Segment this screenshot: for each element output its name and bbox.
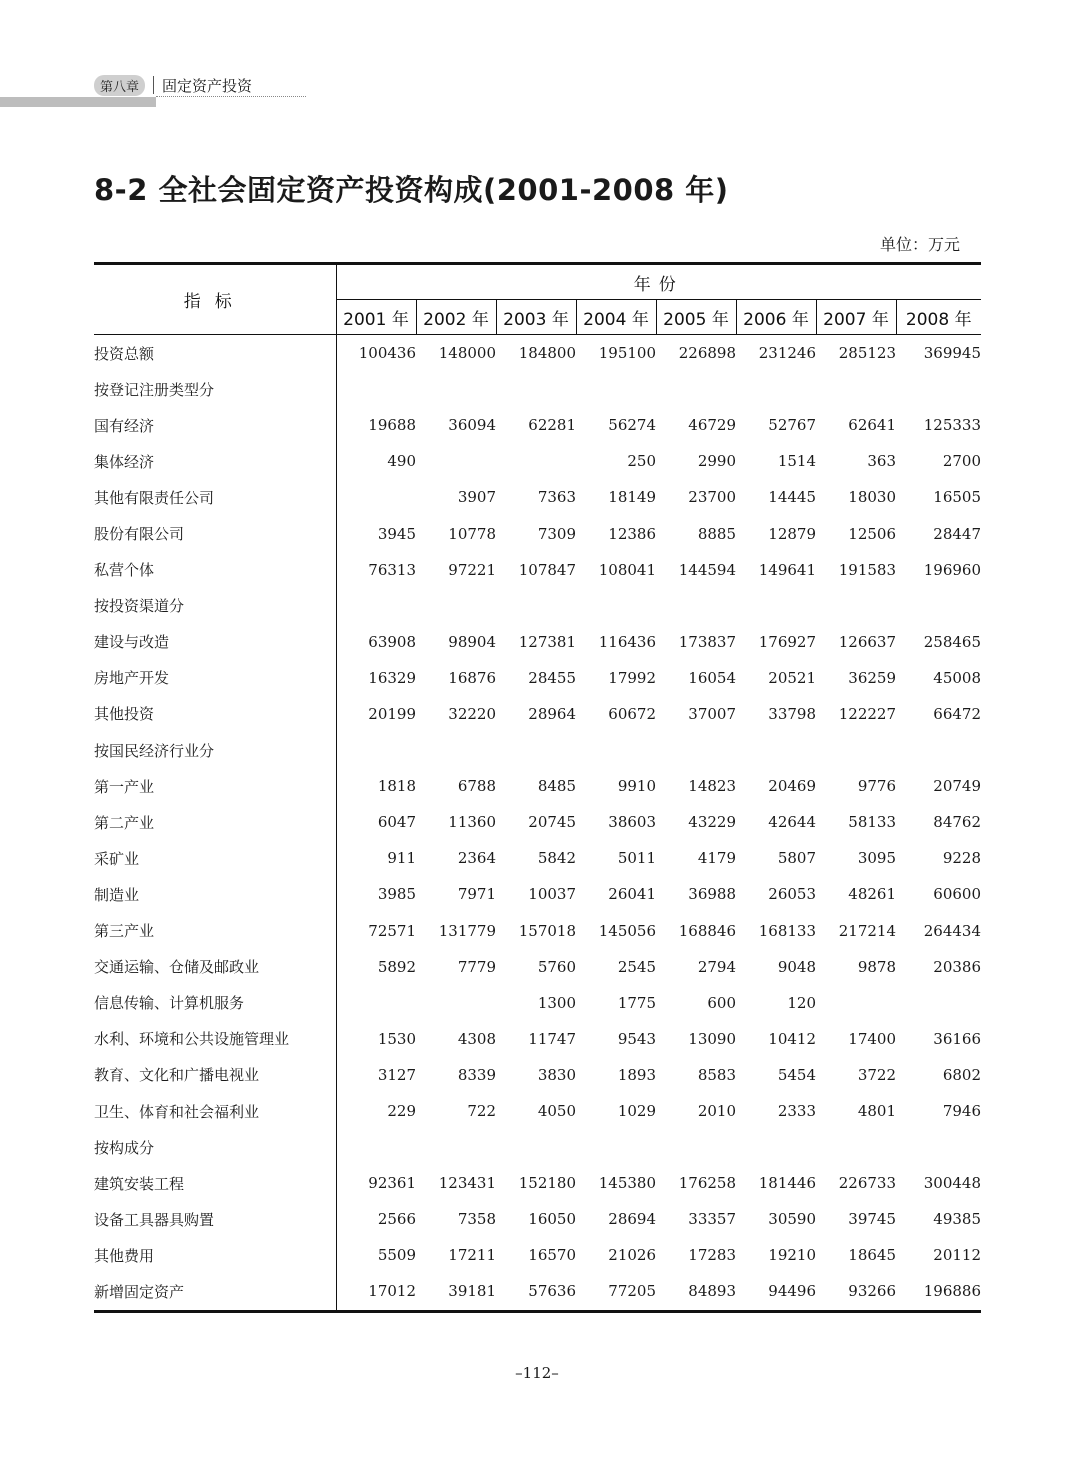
- value-cell: 4308: [457, 1029, 496, 1048]
- value-cell: 16876: [448, 668, 496, 687]
- value-cell: 1818: [377, 777, 416, 796]
- value-cell: 300448: [923, 1174, 981, 1193]
- value-cell: 4050: [537, 1102, 576, 1121]
- value-cell: 17012: [336, 1273, 416, 1311]
- table-row: [94, 335, 981, 372]
- value-cell: 116436: [598, 632, 656, 651]
- row-label: 其他投资: [94, 696, 336, 732]
- value-cell: 49385: [933, 1210, 981, 1229]
- value-cell: [896, 1129, 981, 1165]
- value-cell: 1893: [617, 1065, 656, 1084]
- year-header: 2005 年: [656, 300, 736, 335]
- year-header: 2006 年: [736, 300, 816, 335]
- value-cell: 157018: [518, 921, 576, 940]
- row-label: 按投资渠道分: [94, 588, 336, 624]
- table-row: [94, 624, 981, 660]
- value-cell: 145056: [598, 921, 656, 940]
- value-cell: 36259: [848, 668, 896, 687]
- value-cell: 196886: [896, 1273, 981, 1311]
- value-cell: [896, 588, 981, 624]
- value-cell: 8885: [697, 524, 736, 543]
- value-cell: 1775: [617, 993, 656, 1012]
- value-cell: 12506: [848, 524, 896, 543]
- value-cell: 231246: [758, 344, 816, 363]
- value-cell: 17992: [608, 668, 656, 687]
- value-cell: 93266: [816, 1273, 896, 1311]
- value-cell: 56274: [608, 416, 656, 435]
- row-label: 建筑安装工程: [94, 1165, 336, 1201]
- value-cell: [416, 732, 496, 768]
- table-row: [94, 588, 981, 624]
- value-cell: 18149: [608, 488, 656, 507]
- value-cell: [336, 1129, 416, 1165]
- value-cell: 18645: [848, 1246, 896, 1265]
- value-cell: 4801: [857, 1102, 896, 1121]
- value-cell: 12879: [768, 524, 816, 543]
- value-cell: 28447: [933, 524, 981, 543]
- value-cell: [576, 588, 656, 624]
- value-cell: 285123: [838, 344, 896, 363]
- table-row: [94, 552, 981, 588]
- value-cell: 100436: [358, 344, 416, 363]
- value-cell: 60672: [608, 704, 656, 723]
- value-cell: 28694: [608, 1210, 656, 1229]
- value-cell: [336, 371, 416, 407]
- year-header: 2008 年: [896, 300, 981, 335]
- value-cell: 43229: [688, 813, 736, 832]
- value-cell: [816, 985, 896, 1021]
- value-cell: 152180: [518, 1174, 576, 1193]
- value-cell: 17211: [448, 1246, 496, 1265]
- table-row: [94, 515, 981, 551]
- value-cell: 9543: [617, 1029, 656, 1048]
- row-label: 建设与改造: [94, 624, 336, 660]
- value-cell: 3985: [377, 885, 416, 904]
- value-cell: 264434: [923, 921, 981, 940]
- row-label: 按构成分: [94, 1129, 336, 1165]
- value-cell: 722: [467, 1102, 496, 1121]
- table-row: [94, 1165, 981, 1201]
- row-label: 私营个体: [94, 552, 336, 588]
- table-row: [94, 371, 981, 407]
- year-header: 2002 年: [416, 300, 496, 335]
- value-cell: 9228: [942, 849, 981, 868]
- table-row: [94, 985, 981, 1021]
- value-cell: 120: [787, 993, 816, 1012]
- value-cell: 8485: [537, 777, 576, 796]
- value-cell: 38603: [608, 813, 656, 832]
- value-cell: [576, 1129, 656, 1165]
- value-cell: 229: [387, 1102, 416, 1121]
- page-title: 8-2 全社会固定资产投资构成(2001-2008 年): [94, 173, 729, 207]
- value-cell: 30590: [768, 1210, 816, 1229]
- table-row: [94, 768, 981, 804]
- page-number: –112–: [515, 1364, 559, 1382]
- value-cell: 94496: [736, 1273, 816, 1311]
- value-cell: 33798: [768, 704, 816, 723]
- table-row: [94, 1201, 981, 1237]
- value-cell: 37007: [688, 704, 736, 723]
- value-cell: 176927: [758, 632, 816, 651]
- row-label: 采矿业: [94, 840, 336, 876]
- row-label: 按登记注册类型分: [94, 371, 336, 407]
- value-cell: 176258: [678, 1174, 736, 1193]
- value-cell: [816, 1129, 896, 1165]
- row-label: 股份有限公司: [94, 515, 336, 551]
- value-cell: 16050: [528, 1210, 576, 1229]
- row-label: 其他费用: [94, 1237, 336, 1273]
- value-cell: 72571: [368, 921, 416, 940]
- value-cell: 33357: [688, 1210, 736, 1229]
- chapter-separator: [153, 76, 154, 94]
- value-cell: 23700: [688, 488, 736, 507]
- table-row: [94, 1237, 981, 1273]
- value-cell: 28964: [528, 704, 576, 723]
- year-header: 2003 年: [496, 300, 576, 335]
- value-cell: 8583: [697, 1065, 736, 1084]
- value-cell: 13090: [688, 1029, 736, 1048]
- table-row: [94, 1129, 981, 1165]
- value-cell: 7363: [537, 488, 576, 507]
- value-cell: [736, 732, 816, 768]
- value-cell: 12386: [608, 524, 656, 543]
- value-cell: [416, 443, 496, 479]
- table-row: [94, 840, 981, 876]
- value-cell: 20749: [933, 777, 981, 796]
- row-label: 卫生、体育和社会福利业: [94, 1093, 336, 1129]
- value-cell: 1514: [777, 452, 816, 471]
- year-header: 2007 年: [816, 300, 896, 335]
- value-cell: 39181: [416, 1273, 496, 1311]
- row-label: 集体经济: [94, 443, 336, 479]
- value-cell: 20112: [933, 1246, 981, 1265]
- value-cell: 20199: [368, 704, 416, 723]
- value-cell: 20521: [768, 668, 816, 687]
- value-cell: [896, 985, 981, 1021]
- row-label: 按国民经济行业分: [94, 732, 336, 768]
- value-cell: 4179: [697, 849, 736, 868]
- row-label: 水利、环境和公共设施管理业: [94, 1021, 336, 1057]
- value-cell: 45008: [933, 668, 981, 687]
- value-cell: [336, 985, 416, 1021]
- value-cell: 217214: [838, 921, 896, 940]
- value-cell: 62281: [528, 416, 576, 435]
- value-cell: 258465: [923, 632, 981, 651]
- value-cell: 36166: [933, 1029, 981, 1048]
- value-cell: 107847: [518, 560, 576, 579]
- table-body: [94, 335, 981, 1312]
- value-cell: 2700: [942, 452, 981, 471]
- row-label: 教育、文化和广播电视业: [94, 1057, 336, 1093]
- value-cell: 911: [387, 849, 416, 868]
- value-cell: 20745: [528, 813, 576, 832]
- value-cell: 28455: [528, 668, 576, 687]
- table-row: [94, 1273, 981, 1311]
- value-cell: 2794: [697, 957, 736, 976]
- value-cell: 490: [387, 452, 416, 471]
- value-cell: 5454: [777, 1065, 816, 1084]
- value-cell: 84762: [933, 813, 981, 832]
- value-cell: 26041: [608, 885, 656, 904]
- value-cell: 19210: [768, 1246, 816, 1265]
- value-cell: 60600: [933, 885, 981, 904]
- value-cell: 5011: [617, 849, 656, 868]
- value-cell: 16570: [528, 1246, 576, 1265]
- value-cell: 11360: [448, 813, 496, 832]
- value-cell: [896, 371, 981, 407]
- value-cell: 52767: [768, 416, 816, 435]
- row-label: 国有经济: [94, 407, 336, 443]
- table-row: [94, 660, 981, 696]
- value-cell: [656, 371, 736, 407]
- value-cell: 14823: [688, 777, 736, 796]
- value-cell: 98904: [448, 632, 496, 651]
- value-cell: [496, 732, 576, 768]
- value-cell: 126637: [838, 632, 896, 651]
- value-cell: [816, 588, 896, 624]
- value-cell: 2990: [697, 452, 736, 471]
- value-cell: [416, 985, 496, 1021]
- table-row: [94, 479, 981, 515]
- value-cell: 63908: [368, 632, 416, 651]
- value-cell: 144594: [678, 560, 736, 579]
- value-cell: 20469: [768, 777, 816, 796]
- value-cell: 168846: [678, 921, 736, 940]
- value-cell: 7946: [942, 1102, 981, 1121]
- value-cell: 2545: [617, 957, 656, 976]
- value-cell: 127381: [518, 632, 576, 651]
- value-cell: 16505: [933, 488, 981, 507]
- value-cell: 173837: [678, 632, 736, 651]
- value-cell: 1530: [377, 1029, 416, 1048]
- row-label: 第三产业: [94, 913, 336, 949]
- value-cell: 84893: [656, 1273, 736, 1311]
- value-cell: 226733: [838, 1174, 896, 1193]
- value-cell: [336, 732, 416, 768]
- value-cell: [656, 1129, 736, 1165]
- investment-table: [94, 262, 981, 1313]
- value-cell: 6047: [377, 813, 416, 832]
- value-cell: 5842: [537, 849, 576, 868]
- value-cell: 10412: [768, 1029, 816, 1048]
- table-row: [94, 876, 981, 912]
- value-cell: [416, 1129, 496, 1165]
- table-row: [94, 949, 981, 985]
- value-cell: 17283: [688, 1246, 736, 1265]
- value-cell: 3095: [857, 849, 896, 868]
- value-cell: [496, 443, 576, 479]
- value-cell: 191583: [838, 560, 896, 579]
- value-cell: 17400: [848, 1029, 896, 1048]
- value-cell: [496, 1129, 576, 1165]
- value-cell: 5807: [777, 849, 816, 868]
- value-cell: 195100: [598, 344, 656, 363]
- value-cell: 18030: [848, 488, 896, 507]
- row-label: 其他有限责任公司: [94, 479, 336, 515]
- value-cell: 9048: [777, 957, 816, 976]
- value-cell: 6788: [457, 777, 496, 796]
- value-cell: 108041: [598, 560, 656, 579]
- value-cell: 14445: [768, 488, 816, 507]
- header-band: [0, 97, 156, 107]
- value-cell: 8339: [457, 1065, 496, 1084]
- value-cell: 196960: [923, 560, 981, 579]
- value-cell: 2364: [457, 849, 496, 868]
- value-cell: 3127: [377, 1065, 416, 1084]
- value-cell: [816, 371, 896, 407]
- value-cell: 7779: [457, 957, 496, 976]
- table-row: [94, 1057, 981, 1093]
- value-cell: 76313: [368, 560, 416, 579]
- value-cell: 3830: [537, 1065, 576, 1084]
- table-row: [94, 732, 981, 768]
- value-cell: [896, 732, 981, 768]
- value-cell: 184800: [518, 344, 576, 363]
- value-cell: [416, 371, 496, 407]
- year-group-header: 年份: [336, 264, 981, 300]
- row-label: 新增固定资产: [94, 1273, 336, 1311]
- value-cell: 145380: [598, 1174, 656, 1193]
- value-cell: 10778: [448, 524, 496, 543]
- value-cell: 11747: [528, 1029, 576, 1048]
- value-cell: 58133: [848, 813, 896, 832]
- value-cell: 16054: [688, 668, 736, 687]
- value-cell: [416, 588, 496, 624]
- value-cell: 2010: [697, 1102, 736, 1121]
- unit-label: 单位：万元: [879, 235, 960, 254]
- table-row: [94, 443, 981, 479]
- value-cell: 10037: [528, 885, 576, 904]
- year-header: 2004 年: [576, 300, 656, 335]
- value-cell: [496, 371, 576, 407]
- value-cell: 39745: [848, 1210, 896, 1229]
- value-cell: 26053: [768, 885, 816, 904]
- table-row: [94, 913, 981, 949]
- value-cell: 77205: [576, 1273, 656, 1311]
- value-cell: 97221: [448, 560, 496, 579]
- value-cell: 21026: [608, 1246, 656, 1265]
- value-cell: 66472: [933, 704, 981, 723]
- value-cell: 6802: [942, 1065, 981, 1084]
- value-cell: [736, 588, 816, 624]
- indicator-header: 指标: [94, 264, 336, 335]
- row-label: 交通运输、仓储及邮政业: [94, 949, 336, 985]
- value-cell: [736, 371, 816, 407]
- value-cell: 7358: [457, 1210, 496, 1229]
- value-cell: 20386: [933, 957, 981, 976]
- chapter-header: [94, 74, 252, 96]
- value-cell: 226898: [678, 344, 736, 363]
- value-cell: 57636: [496, 1273, 576, 1311]
- value-cell: 148000: [438, 344, 496, 363]
- value-cell: 5509: [377, 1246, 416, 1265]
- value-cell: [576, 732, 656, 768]
- chapter-badge: 第八章: [94, 75, 145, 96]
- value-cell: 600: [707, 993, 736, 1012]
- value-cell: 149641: [758, 560, 816, 579]
- value-cell: 9910: [617, 777, 656, 796]
- value-cell: 1029: [617, 1102, 656, 1121]
- value-cell: 122227: [838, 704, 896, 723]
- value-cell: 3907: [457, 488, 496, 507]
- value-cell: 168133: [758, 921, 816, 940]
- value-cell: 48261: [848, 885, 896, 904]
- value-cell: 36094: [448, 416, 496, 435]
- value-cell: 363: [867, 452, 896, 471]
- row-label: 房地产开发: [94, 660, 336, 696]
- value-cell: 3945: [377, 524, 416, 543]
- table-row: [94, 407, 981, 443]
- value-cell: [336, 479, 416, 515]
- value-cell: 7971: [457, 885, 496, 904]
- row-label: 制造业: [94, 876, 336, 912]
- value-cell: 369945: [923, 344, 981, 363]
- table-row: [94, 1021, 981, 1057]
- value-cell: 1300: [537, 993, 576, 1012]
- value-cell: 250: [627, 452, 656, 471]
- chapter-title: 固定资产投资: [162, 76, 253, 95]
- value-cell: [816, 732, 896, 768]
- value-cell: 16329: [368, 668, 416, 687]
- value-cell: [496, 588, 576, 624]
- value-cell: 5892: [377, 957, 416, 976]
- value-cell: 7309: [537, 524, 576, 543]
- value-cell: 2333: [777, 1102, 816, 1121]
- value-cell: 131779: [438, 921, 496, 940]
- value-cell: 181446: [758, 1174, 816, 1193]
- value-cell: 46729: [688, 416, 736, 435]
- value-cell: 2566: [377, 1210, 416, 1229]
- value-cell: 9878: [857, 957, 896, 976]
- value-cell: 62641: [848, 416, 896, 435]
- value-cell: 9776: [857, 777, 896, 796]
- value-cell: [576, 371, 656, 407]
- value-cell: 32220: [448, 704, 496, 723]
- table-row: [94, 1093, 981, 1129]
- row-label: 信息传输、计算机服务: [94, 985, 336, 1021]
- row-label: 设备工具器具购置: [94, 1201, 336, 1237]
- value-cell: 125333: [923, 416, 981, 435]
- row-label: 第二产业: [94, 804, 336, 840]
- value-cell: 5760: [537, 957, 576, 976]
- value-cell: [656, 732, 736, 768]
- header-rule: [156, 96, 306, 97]
- row-label: 第一产业: [94, 768, 336, 804]
- value-cell: 36988: [688, 885, 736, 904]
- value-cell: 123431: [438, 1174, 496, 1193]
- year-header: 2001 年: [336, 300, 416, 335]
- value-cell: [736, 1129, 816, 1165]
- value-cell: 3722: [857, 1065, 896, 1084]
- value-cell: [656, 588, 736, 624]
- value-cell: 42644: [768, 813, 816, 832]
- value-cell: 92361: [368, 1174, 416, 1193]
- table-row: [94, 804, 981, 840]
- row-label: 投资总额: [94, 335, 336, 372]
- value-cell: [336, 588, 416, 624]
- value-cell: 19688: [368, 416, 416, 435]
- table-row: [94, 696, 981, 732]
